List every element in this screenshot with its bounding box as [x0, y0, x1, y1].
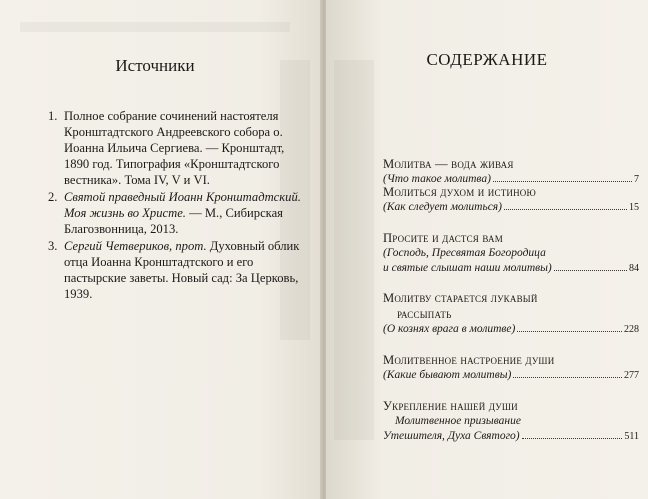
contents-title: СОДЕРЖАНИЕ — [426, 50, 548, 69]
toc-entry-subtitle: (Как следует молиться) 15 — [383, 201, 639, 213]
page-number: 228 — [624, 324, 639, 335]
toc-entry-subtitle: (Какие бывают молитвы) 277 — [383, 369, 639, 381]
source-number: 2. — [48, 190, 58, 204]
sources-title: Источники — [115, 56, 195, 75]
page-number: 84 — [629, 263, 639, 274]
source-number: 3. — [48, 239, 58, 253]
toc-entry[interactable] — [383, 352, 639, 383]
toc-entry[interactable] — [383, 398, 639, 444]
toc-entry-title-continued: рассыпать — [397, 307, 452, 321]
toc-entry-subtitle-line: Молитвенное призывание — [395, 415, 521, 427]
toc-entry-title: Молитва — вода живая — [383, 157, 514, 171]
source-item — [48, 238, 303, 302]
toc-entry-title: Молитву старается лукавый — [383, 291, 538, 305]
page-number: 15 — [629, 202, 639, 213]
toc-entry-subtitle: (О кознях врага в молитве) 228 — [383, 323, 639, 335]
source-text: Святой праведный Иоанн Кронштадтский. Моя жизнь во Христе. — М., Сибирская Благозвонница, 2013. — [64, 190, 301, 236]
source-text: Сергий Четвериков, прот. Духовный облик отца Иоанна Кронштадтского и его пастырские заветы. Новый сад: За Церковь, 1939. — [64, 239, 300, 301]
toc-entry[interactable] — [383, 156, 639, 187]
toc-entry[interactable] — [383, 230, 639, 276]
toc-entry-title: Просите и дастся вам — [383, 231, 503, 245]
sources-list — [48, 108, 303, 303]
toc-entry[interactable] — [383, 290, 639, 337]
toc-entry[interactable] — [383, 184, 639, 215]
toc-entry-title: Молиться духом и истиною — [383, 185, 536, 199]
toc-entry-title: Молитвенное настроение души — [383, 353, 555, 367]
page-number: 7 — [634, 174, 639, 185]
toc-entry-subtitle-line: (Господь, Пресвятая Богородица — [383, 247, 546, 259]
toc-entry-title: Укрепление нашей души — [383, 399, 518, 413]
bleed-through — [20, 22, 290, 32]
source-number: 1. — [48, 109, 58, 123]
toc-entry-subtitle: (Что такое молитва) 7 — [383, 173, 639, 185]
source-text: Полное собрание сочинений настоятеля Кронштадтского Андреевского собора о. Иоанна Ильича Сергиева. — Кронштадт, 1890 год. Типография «Кронштадтского вестника». Тома IV, V и VI. — [64, 109, 285, 187]
page-number: 277 — [624, 370, 639, 381]
page-number: 511 — [624, 431, 639, 442]
source-item — [48, 108, 303, 188]
toc-entry-subtitle: Утешителя, Духа Святого) 511 — [383, 430, 639, 442]
bleed-through — [334, 60, 374, 440]
source-item — [48, 189, 303, 237]
toc-entry-subtitle: и святые слышат наши молитвы) 84 — [383, 262, 639, 274]
